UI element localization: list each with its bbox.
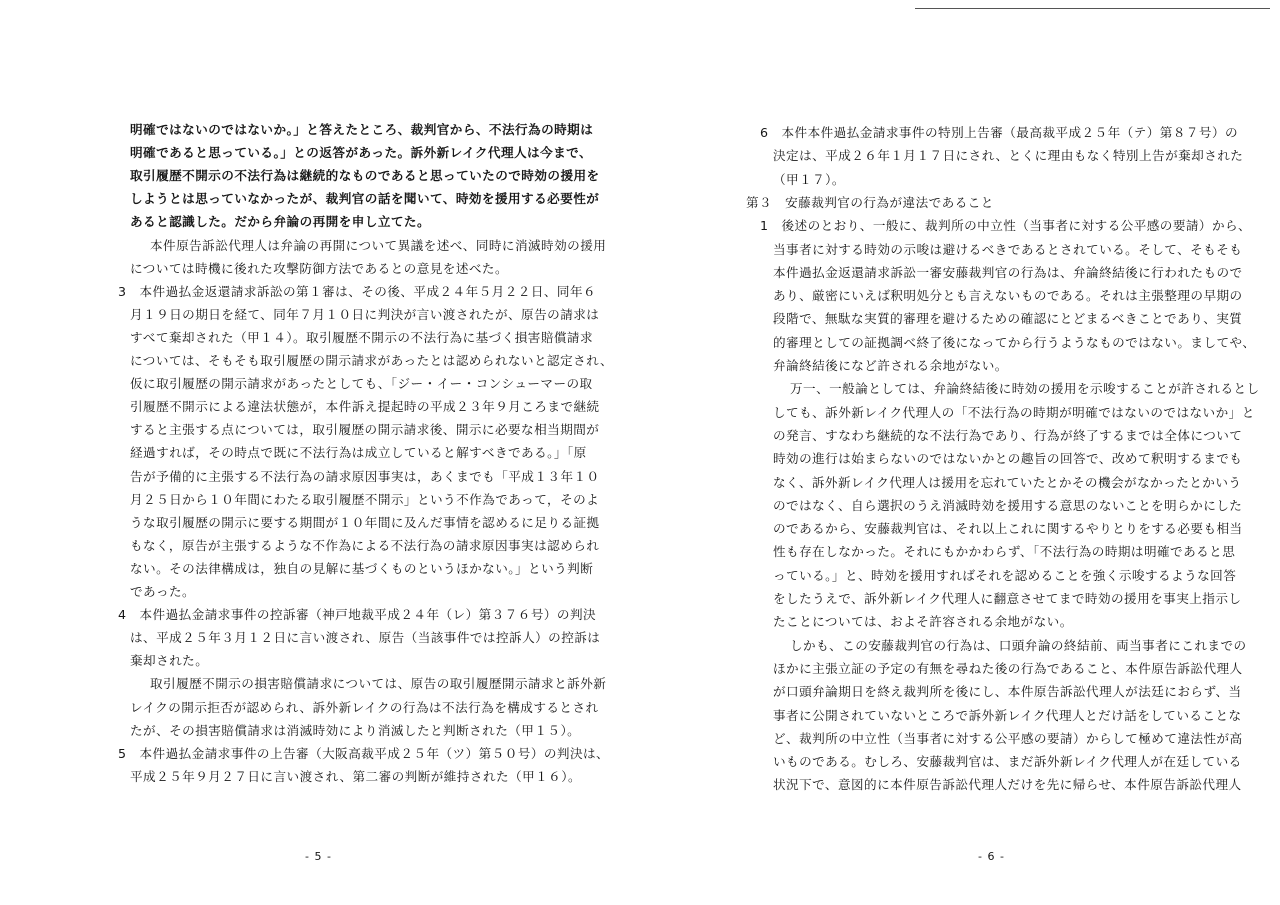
text-line: ない。その法律構成は，独自の見解に基づくものというほかない。」という判断 [130,560,594,576]
text-line: 当事者に対する時効の示唆は避けるべきであるとされている。そして、そもそも [773,241,1243,257]
text-line: であった。 [130,584,196,599]
text-line: のであるから、安藤裁判官は、それ以上これに関するやりとりをする必要も相当 [773,521,1243,537]
text-line: については時機に後れた攻撃防御方法であるとの意見を述べた。 [130,260,509,276]
text-line: いものである。むしろ、安藤裁判官は、まだ訴外新レイク代理人が在廷している [773,754,1242,770]
text-line: 棄却された。 [130,653,209,669]
text-line: 事者に公開されていないところで訴外新レイク代理人とだけ話をしていることな [773,707,1242,723]
text-line: 明確ではないのではないか。」と答えたところ、裁判官から、不法行為の時期は [130,122,594,137]
text-line: しても、訴外新レイク代理人の「不法行為の時期が明確ではないのではないか」と [773,404,1255,420]
text-line: レイクの開示拒否が認められ、訴外新レイクの行為は不法行為を構成するとされ [130,699,599,715]
text-line: 第３ 安藤裁判官の行為が違法であること [746,194,994,210]
text-line: すると主張する点については，取引履歴の開示請求後、開示に必要な相当期間が [130,422,600,438]
text-line: あり、厳密にいえば釈明処分とも言えないものである。それは主張整理の早期の [773,288,1243,304]
text-line: もなく，原告が主張するような不作為による不法行為の請求原因事実は認められ [130,537,600,553]
text-line: 的審理としての証拠調べ終了後になってから行うようなものではない。ましてや、 [773,334,1256,350]
text-line: ど、裁判所の中立性（当事者に対する公平感の要請）からして極めて違法性が高 [773,730,1243,746]
text-line: 段階で、無駄な実質的審理を避けるための確認にとどまるべきことであり、実質 [773,311,1243,327]
text-line: をしたうえで、訴外新レイク代理人に翻意させてまで時効の援用を事実上指示し [773,591,1242,606]
text-line: 状況下で、意図的に本件原告訴訟代理人だけを先に帰らせ、本件原告訴訟代理人 [773,777,1242,793]
text-line: 6 本件本件過払金請求事件の特別上告審（最高裁平成２５年（テ）第８７号）の [760,125,1239,140]
page-number-6: - 6 - [978,850,1005,863]
text-line: は、平成２５年３月１２日に言い渡され、原告（当該事件では控訴人）の控訴は [130,630,601,646]
text-line: 告が予備的に主張する不法行為の請求原因事実は，あくまでも「平成１３年１０ [130,468,600,484]
text-line: すべて棄却された（甲１４）。取引履歴不開示の不法行為に基づく損害賠償請求 [130,329,594,345]
text-line: 4 本件過払金請求事件の控訴審（神戸地裁平成２４年（レ）第３７６号）の判決 [118,607,597,623]
text-line: 本件過払金返還請求訴訟一審安藤裁判官の行為は、弁論終結後に行われたもので [773,264,1243,280]
text-line: たが、その損害賠償請求は消滅時効により消滅したと判断された（甲１５）。 [130,722,581,738]
text-line: 性も存在しなかった。それにもかかわらず、「不法行為の時期は明確であると思 [773,544,1236,560]
text-line: 平成２５年９月２７日に言い渡され、第二審の判断が維持された（甲１６）。 [130,768,581,784]
text-line: 取引履歴不開示の不法行為は継続的なものであると思っていたので時効の援用を [130,168,600,184]
top-rule [915,8,1270,9]
right-page [640,0,1280,905]
text-line: 経過すれば，その時点で既に不法行為は成立していると解すべきである。」「原 [130,445,587,461]
page-number-5: - 5 - [305,850,332,863]
text-line: 月２５日から１０年間にわたる取引履歴不開示」という不作為であって，そのよ [130,491,600,507]
text-line: たことについては、およそ許容される余地がない。 [773,614,1073,630]
text-line: っている。」と、時効を援用すればそれを認めることを強く示唆するような回答 [773,567,1237,583]
text-line: うな取引履歴の開示に要する期間が１０年間に及んだ事情を認めるに足りる証拠 [130,514,600,530]
text-line: あると認識した。だから弁論の再開を申し立てた。 [130,214,431,230]
text-line: 3 本件過払金返還請求訴訟の第１審は、その後、平成２４年５月２２日、同年６ [118,283,597,299]
text-line: が口頭弁論期日を終え裁判所を後にし、本件原告訴訟代理人が法廷におらず、当 [773,684,1242,700]
text-line: なく、訴外新レイク代理人は援用を忘れていたとかその機会がなかったとかいう [773,474,1242,490]
text-line: 本件原告訴訟代理人は弁論の再開について異議を述べ、同時に消滅時効の援用 [150,237,607,253]
text-line: 時効の進行は始まらないのではないかとの趣旨の回答で、改めて釈明するまでも [773,451,1243,467]
text-line: については、そもそも取引履歴の開示請求があったとは認められないと認定され、 [130,353,613,368]
text-line: 引履歴不開示による違法状態が，本件訴え提起時の平成２３年９月ころまで継続 [130,399,600,415]
text-line: 弁論終結後になど許される余地がない。 [773,358,1008,373]
text-line: 月１９日の期日を経て、同年７月１０日に判決が言い渡されたが、原告の請求は [130,306,600,322]
text-line: （甲１７）。 [773,171,845,187]
text-line: 1 後述のとおり、一般に、裁判所の中立性（当事者に対する公平感の要請）から、 [760,218,1252,234]
text-line: しようとは思っていなかったが、裁判官の話を聞いて、時効を援用する必要性が [130,191,600,207]
text-line: しかも、この安藤裁判官の行為は、口頭弁論の終結前、両当事者にこれまでの [790,637,1247,653]
text-line: 万一、一般論としては、弁論終結後に時効の援用を示唆することが許されるとし [790,381,1260,397]
text-line: のではなく、自ら選択のうえ消滅時効を援用する意思のないことを明らかにした [773,497,1243,513]
text-line: の発言、すなわち継続的な不法行為であり、行為が終了するまでは全体について [773,427,1243,443]
text-line: 仮に取引履歴の開示請求があったとしても、「ジー・イー・コンシューマーの取 [130,376,593,392]
text-line: 取引履歴不開示の損害賠償請求については、原告の取引履歴開示請求と訴外新 [150,676,607,692]
text-line: ほかに主張立証の予定の有無を尋ねた後の行為であること、本件原告訴訟代理人 [773,660,1243,676]
text-line: 明確であると思っている。」との返答があった。訴外新レイク代理人は今まで、 [130,145,593,161]
text-line: 5 本件過払金請求事件の上告審（大阪高裁平成２５年（ツ）第５０号）の判決は、 [118,745,610,761]
text-line: 決定は、平成２６年１月１７日にされ、とくに理由もなく特別上告が棄却された [773,148,1244,164]
